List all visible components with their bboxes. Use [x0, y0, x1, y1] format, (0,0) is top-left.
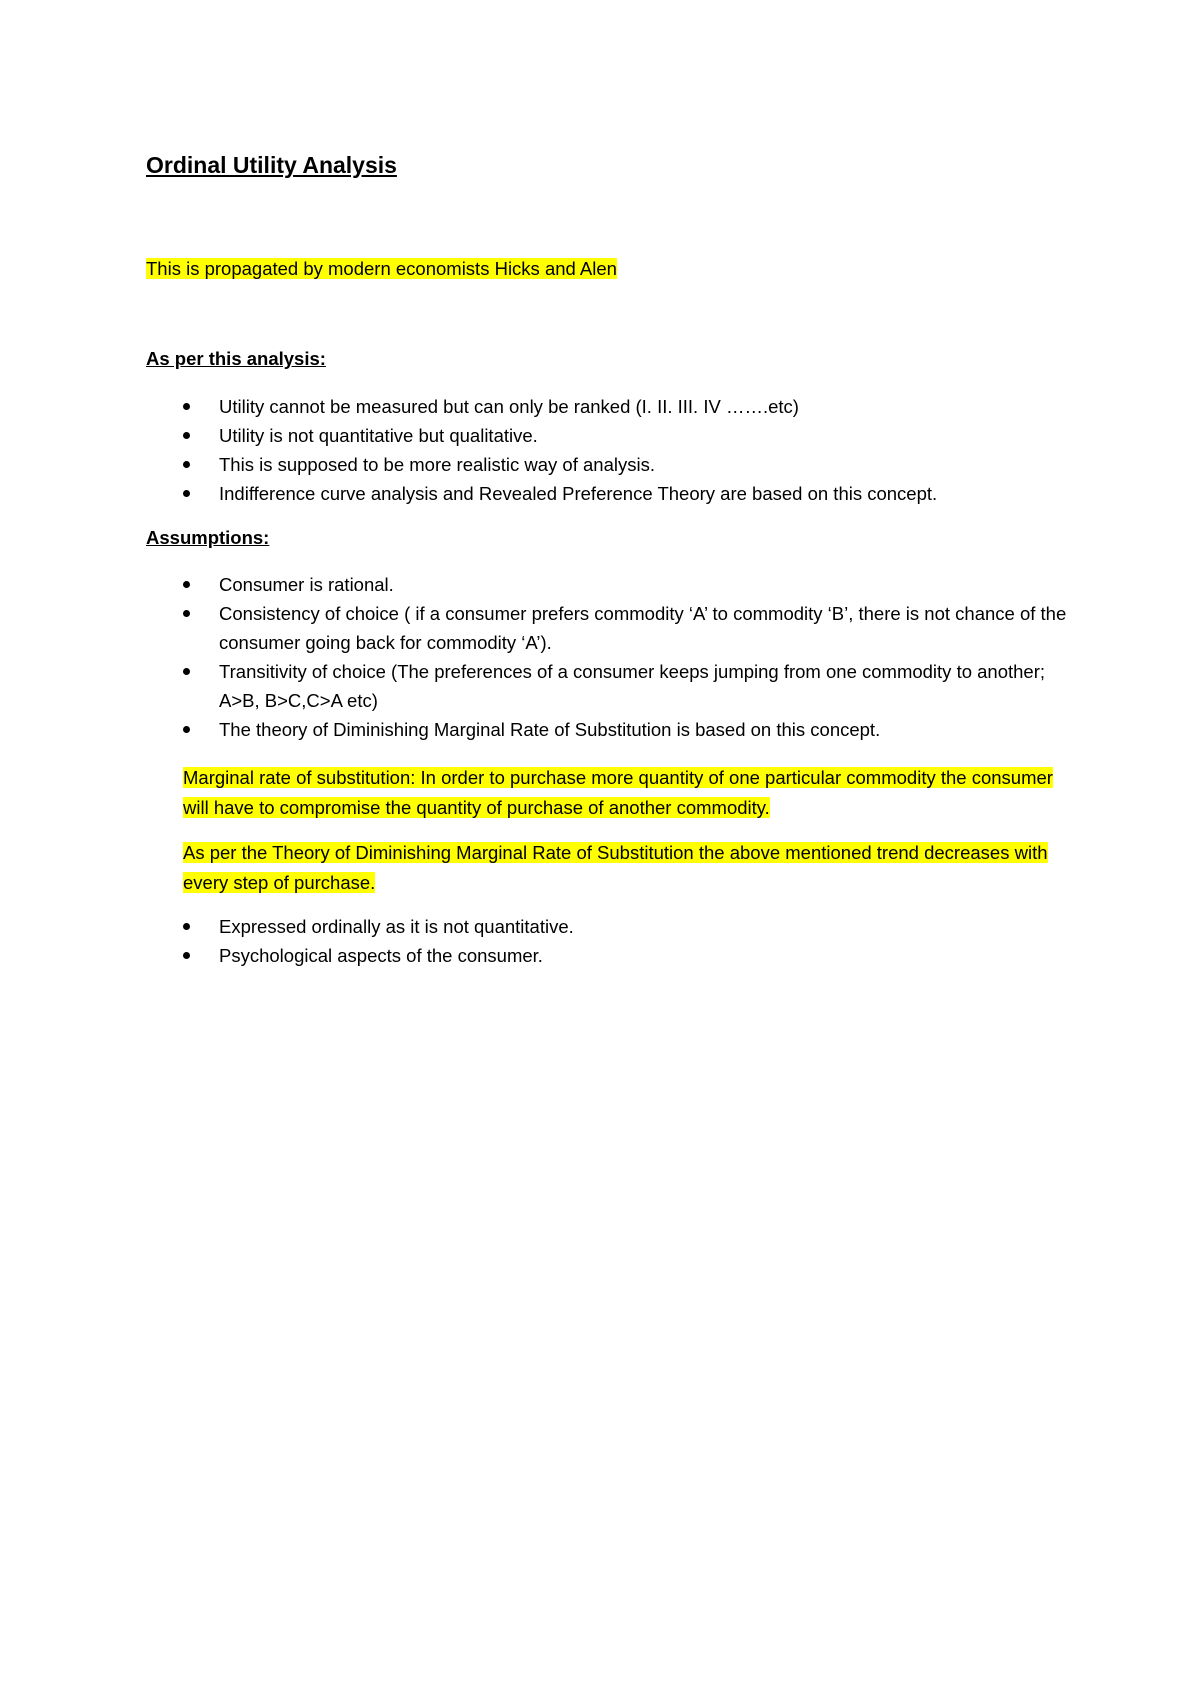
list-item — [0, 570, 1079, 599]
bullet-icon — [183, 461, 190, 468]
bullet-icon — [183, 581, 190, 588]
intro-text — [146, 256, 617, 282]
mrs-highlight: Marginal rate of substitution: In order to purchase more quantity of one particular commodity the consumer will have to compromise the quantity of purchase of another commodity. — [183, 767, 1053, 818]
list-item-text: Consumer is rational. — [219, 574, 394, 595]
intro-highlight: This is propagated by modern economists Hicks and Alen — [146, 258, 617, 279]
page-title: Ordinal Utility Analysis — [146, 152, 397, 178]
bullet-icon — [183, 668, 190, 675]
analysis-list — [0, 392, 1200, 508]
bullet-icon — [183, 726, 190, 733]
analysis-heading: As per this analysis: — [146, 348, 326, 369]
list-item-text: Transitivity of choice (The preferences of a consumer keeps jumping from one commodity to another; A>B, B>C,C>A etc) — [219, 661, 1046, 711]
list-item-text: Indifference curve analysis and Revealed Preference Theory are based on this concept. — [219, 483, 938, 504]
assumptions-heading: Assumptions: — [146, 527, 270, 548]
mrs-paragraph — [183, 763, 1063, 823]
list-item-text: Utility cannot be measured but can only be ranked (I. II. III. IV …….etc) — [219, 396, 799, 417]
list-item-text: Psychological aspects of the consumer. — [219, 945, 543, 966]
list-item-text: Consistency of choice ( if a consumer prefers commodity ‘A’ to commodity ‘B’, there is not chance of the consumer going back for commodity ‘A’). — [219, 603, 1067, 653]
list-item-text: This is supposed to be more realistic way of analysis. — [219, 454, 655, 475]
list-item — [0, 421, 1079, 450]
list-item — [0, 912, 1079, 941]
list-item — [0, 479, 1079, 508]
bullet-icon — [183, 490, 190, 497]
final-list — [0, 912, 1200, 970]
bullet-icon — [183, 952, 190, 959]
list-item — [0, 657, 1079, 715]
bullet-icon — [183, 923, 190, 930]
list-item — [0, 715, 1079, 744]
bullet-icon — [183, 610, 190, 617]
bullet-icon — [183, 403, 190, 410]
list-item — [0, 392, 1079, 421]
list-item-text: The theory of Diminishing Marginal Rate of Substitution is based on this concept. — [219, 719, 881, 740]
dmrs-highlight: As per the Theory of Diminishing Marginal Rate of Substitution the above mentioned trend decreases with every step of purchase. — [183, 842, 1048, 893]
list-item — [0, 599, 1079, 657]
list-item — [0, 450, 1079, 479]
bullet-icon — [183, 432, 190, 439]
list-item-text: Expressed ordinally as it is not quantitative. — [219, 916, 574, 937]
list-item — [0, 941, 1079, 970]
list-item-text: Utility is not quantitative but qualitative. — [219, 425, 538, 446]
assumptions-list — [0, 570, 1200, 744]
dmrs-paragraph — [183, 838, 1063, 898]
